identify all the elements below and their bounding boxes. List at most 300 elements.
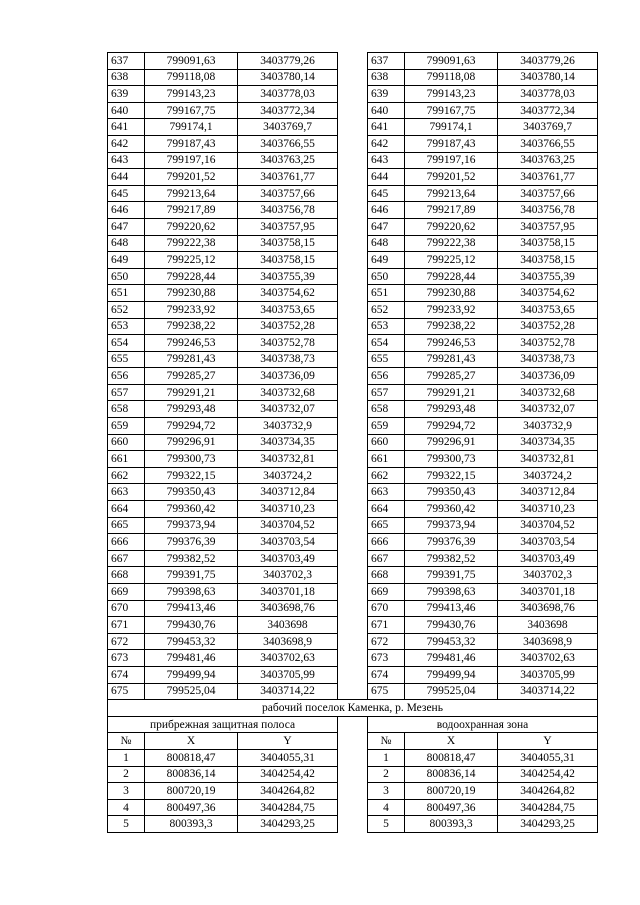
left-point-number: 2 [108,766,145,783]
right-x-value: 800393,3 [405,816,498,833]
table-row [108,584,598,601]
column-gap [338,69,368,86]
left-point-number: 668 [108,567,145,584]
left-x-value: 799187,43 [145,135,238,152]
left-header-y: Y [238,733,338,750]
left-y-value: 3403772,34 [238,102,338,119]
table-row [108,69,598,86]
column-gap [338,218,368,235]
section-header [108,700,598,750]
left-x-value: 799293,48 [145,401,238,418]
right-header-y: Y [498,733,598,750]
column-gap [338,666,368,683]
left-point-number: 642 [108,135,145,152]
column-gap [338,816,368,833]
left-y-value: 3404284,75 [238,799,338,816]
right-y-value: 3403732,81 [498,451,598,468]
right-point-number: 660 [368,434,405,451]
right-y-value: 3403705,99 [498,666,598,683]
table-row [108,368,598,385]
table-row [108,351,598,368]
right-point-number: 637 [368,53,405,70]
left-x-value: 799174,1 [145,119,238,136]
column-gap [338,301,368,318]
left-x-value: 799230,88 [145,285,238,302]
right-x-value: 799294,72 [405,418,498,435]
left-point-number: 645 [108,185,145,202]
left-y-value: 3403756,78 [238,202,338,219]
right-x-value: 799228,44 [405,268,498,285]
right-point-number: 644 [368,169,405,186]
left-point-number: 1 [108,749,145,766]
right-y-value: 3403758,15 [498,235,598,252]
column-gap [338,169,368,186]
right-x-value: 799213,64 [405,185,498,202]
left-y-value: 3403710,23 [238,501,338,518]
left-x-value: 799246,53 [145,335,238,352]
right-y-value: 3403778,03 [498,86,598,103]
right-point-number: 655 [368,351,405,368]
right-y-value: 3403757,66 [498,185,598,202]
left-x-value: 799091,63 [145,53,238,70]
table-row [108,600,598,617]
column-gap [338,351,368,368]
left-x-value: 799201,52 [145,169,238,186]
column-gap [338,716,368,733]
left-y-value: 3403757,66 [238,185,338,202]
table-row [108,749,598,766]
left-y-value: 3403769,7 [238,119,338,136]
right-y-value: 3403698,76 [498,600,598,617]
column-gap [338,86,368,103]
left-y-value: 3403757,95 [238,218,338,235]
left-x-value: 799360,42 [145,501,238,518]
left-y-value: 3403754,62 [238,285,338,302]
right-x-value: 799143,23 [405,86,498,103]
left-point-number: 666 [108,534,145,551]
left-point-number: 674 [108,666,145,683]
column-gap [338,235,368,252]
left-x-value: 799118,08 [145,69,238,86]
right-point-number: 663 [368,484,405,501]
left-y-value: 3403698,9 [238,633,338,650]
right-point-number: 669 [368,584,405,601]
left-y-value: 3403755,39 [238,268,338,285]
right-point-number: 656 [368,368,405,385]
right-x-value: 800497,36 [405,799,498,816]
left-point-number: 669 [108,584,145,601]
right-point-number: 5 [368,816,405,833]
left-y-value: 3403712,84 [238,484,338,501]
right-x-value: 799322,15 [405,467,498,484]
column-gap [338,650,368,667]
left-point-number: 658 [108,401,145,418]
left-point-number: 652 [108,301,145,318]
right-y-value: 3403702,63 [498,650,598,667]
column-gap [338,252,368,269]
left-y-value: 3404264,82 [238,783,338,800]
table-row [108,301,598,318]
right-y-value: 3403703,54 [498,534,598,551]
table-row [108,550,598,567]
right-x-value: 799360,42 [405,501,498,518]
column-gap [338,683,368,700]
left-x-value: 799391,75 [145,567,238,584]
left-x-value: 799300,73 [145,451,238,468]
left-point-number: 639 [108,86,145,103]
left-point-number: 4 [108,799,145,816]
right-header-x: X [405,733,498,750]
left-point-number: 650 [108,268,145,285]
left-x-value: 800720,19 [145,783,238,800]
main-rows [108,53,598,700]
table-row [108,53,598,70]
left-x-value: 799499,94 [145,666,238,683]
table-row [108,683,598,700]
right-x-value: 799296,91 [405,434,498,451]
coordinates-table [107,52,598,833]
column-gap [338,318,368,335]
left-y-value: 3403752,28 [238,318,338,335]
left-y-value: 3403778,03 [238,86,338,103]
column-gap [338,418,368,435]
right-point-number: 654 [368,335,405,352]
table-row [108,285,598,302]
right-y-value: 3403724,2 [498,467,598,484]
table-row [108,318,598,335]
left-y-value: 3403703,54 [238,534,338,551]
right-y-value: 3403710,23 [498,501,598,518]
right-y-value: 3403732,68 [498,384,598,401]
column-gap [338,53,368,70]
left-y-value: 3404055,31 [238,749,338,766]
left-x-value: 799217,89 [145,202,238,219]
left-x-value: 799525,04 [145,683,238,700]
table-row [108,816,598,833]
right-point-number: 664 [368,501,405,518]
right-point-number: 673 [368,650,405,667]
right-point-number: 640 [368,102,405,119]
right-y-value: 3404293,25 [498,816,598,833]
right-point-number: 645 [368,185,405,202]
right-x-value: 799350,43 [405,484,498,501]
left-point-number: 662 [108,467,145,484]
left-x-value: 800818,47 [145,749,238,766]
table-row [108,135,598,152]
left-x-value: 799376,39 [145,534,238,551]
left-x-value: 799213,64 [145,185,238,202]
left-y-value: 3404254,42 [238,766,338,783]
left-point-number: 661 [108,451,145,468]
right-y-value: 3403761,77 [498,169,598,186]
right-point-number: 675 [368,683,405,700]
column-gap [338,567,368,584]
left-point-number: 673 [108,650,145,667]
right-y-value: 3403702,3 [498,567,598,584]
right-x-value: 799300,73 [405,451,498,468]
right-x-value: 799225,12 [405,252,498,269]
right-point-number: 662 [368,467,405,484]
right-point-number: 1 [368,749,405,766]
right-x-value: 799118,08 [405,69,498,86]
right-y-value: 3403755,39 [498,268,598,285]
column-gap [338,268,368,285]
right-point-number: 639 [368,86,405,103]
right-x-value: 799453,32 [405,633,498,650]
column-gap [338,152,368,169]
right-point-number: 638 [368,69,405,86]
column-gap [338,766,368,783]
left-point-number: 663 [108,484,145,501]
column-gap [338,617,368,634]
column-gap [338,434,368,451]
left-point-number: 653 [108,318,145,335]
left-point-number: 638 [108,69,145,86]
right-y-value: 3404264,82 [498,783,598,800]
left-x-value: 799398,63 [145,584,238,601]
right-point-number: 674 [368,666,405,683]
left-point-number: 641 [108,119,145,136]
right-y-value: 3404055,31 [498,749,598,766]
left-y-value: 3403738,73 [238,351,338,368]
left-point-number: 637 [108,53,145,70]
left-y-value: 3403758,15 [238,235,338,252]
column-gap [338,285,368,302]
column-gap [338,384,368,401]
table-row [108,169,598,186]
table-row [108,666,598,683]
column-gap [338,484,368,501]
right-y-value: 3403779,26 [498,53,598,70]
table-row [108,567,598,584]
left-point-number: 649 [108,252,145,269]
section-rows [108,749,598,832]
left-y-value: 3403766,55 [238,135,338,152]
right-x-value: 799201,52 [405,169,498,186]
right-x-value: 799430,76 [405,617,498,634]
right-point-number: 2 [368,766,405,783]
coordinates-document [107,52,597,833]
left-point-number: 670 [108,600,145,617]
right-point-number: 672 [368,633,405,650]
right-y-value: 3403756,78 [498,202,598,219]
left-x-value: 799322,15 [145,467,238,484]
left-point-number: 665 [108,517,145,534]
left-x-value: 799453,32 [145,633,238,650]
table-row [108,467,598,484]
right-point-number: 642 [368,135,405,152]
right-point-number: 646 [368,202,405,219]
right-y-value: 3403732,07 [498,401,598,418]
table-row [108,384,598,401]
table-row [108,766,598,783]
left-x-value: 799291,21 [145,384,238,401]
right-y-value: 3403769,7 [498,119,598,136]
column-gap [338,733,368,750]
left-x-value: 800836,14 [145,766,238,783]
left-point-number: 672 [108,633,145,650]
left-y-value: 3403732,81 [238,451,338,468]
left-x-value: 799281,43 [145,351,238,368]
left-x-value: 800393,3 [145,816,238,833]
right-x-value: 799413,46 [405,600,498,617]
right-header-num: № [368,733,405,750]
right-point-number: 667 [368,550,405,567]
left-y-value: 3403780,14 [238,69,338,86]
left-x-value: 799238,22 [145,318,238,335]
right-y-value: 3404284,75 [498,799,598,816]
column-gap [338,534,368,551]
left-y-value: 3403701,18 [238,584,338,601]
table-row [108,252,598,269]
column-gap [338,119,368,136]
table-row [108,335,598,352]
table-row [108,783,598,800]
right-y-value: 3403753,65 [498,301,598,318]
right-point-number: 4 [368,799,405,816]
left-x-value: 800497,36 [145,799,238,816]
column-gap [338,401,368,418]
table-row [108,799,598,816]
right-point-number: 647 [368,218,405,235]
left-x-value: 799228,44 [145,268,238,285]
left-x-value: 799350,43 [145,484,238,501]
left-point-number: 671 [108,617,145,634]
left-point-number: 643 [108,152,145,169]
left-x-value: 799225,12 [145,252,238,269]
right-point-number: 668 [368,567,405,584]
left-x-value: 799143,23 [145,86,238,103]
table-row [108,119,598,136]
right-y-value: 3403703,49 [498,550,598,567]
table-row [108,152,598,169]
right-x-value: 799187,43 [405,135,498,152]
right-y-value: 3403772,34 [498,102,598,119]
right-point-number: 670 [368,600,405,617]
left-header-x: X [145,733,238,750]
right-point-number: 658 [368,401,405,418]
left-point-number: 648 [108,235,145,252]
right-x-value: 799291,21 [405,384,498,401]
right-y-value: 3403701,18 [498,584,598,601]
column-gap [338,335,368,352]
left-y-value: 3403702,3 [238,567,338,584]
left-y-value: 3403752,78 [238,335,338,352]
right-x-value: 799373,94 [405,517,498,534]
left-point-number: 664 [108,501,145,518]
right-x-value: 799167,75 [405,102,498,119]
right-x-value: 799481,46 [405,650,498,667]
table-row [108,501,598,518]
right-x-value: 799281,43 [405,351,498,368]
left-x-value: 799296,91 [145,434,238,451]
column-gap [338,517,368,534]
left-x-value: 799167,75 [145,102,238,119]
right-point-number: 643 [368,152,405,169]
right-x-value: 799230,88 [405,285,498,302]
right-y-value: 3404254,42 [498,766,598,783]
right-x-value: 799222,38 [405,235,498,252]
right-subtitle: водоохранная зона [368,716,598,733]
right-y-value: 3403780,14 [498,69,598,86]
left-y-value: 3403779,26 [238,53,338,70]
column-gap [338,202,368,219]
right-x-value: 799233,92 [405,301,498,318]
left-y-value: 3403698 [238,617,338,634]
left-y-value: 3403724,2 [238,467,338,484]
column-gap [338,135,368,152]
right-x-value: 799246,53 [405,335,498,352]
right-x-value: 799293,48 [405,401,498,418]
column-gap [338,749,368,766]
right-point-number: 659 [368,418,405,435]
right-point-number: 651 [368,285,405,302]
left-x-value: 799222,38 [145,235,238,252]
left-y-value: 3403702,63 [238,650,338,667]
column-gap [338,102,368,119]
right-y-value: 3403698,9 [498,633,598,650]
column-gap [338,185,368,202]
right-x-value: 799217,89 [405,202,498,219]
column-gap [338,600,368,617]
left-y-value: 3403704,52 [238,517,338,534]
left-y-value: 3403732,9 [238,418,338,435]
left-x-value: 799220,62 [145,218,238,235]
right-y-value: 3403763,25 [498,152,598,169]
left-point-number: 646 [108,202,145,219]
left-y-value: 3403698,76 [238,600,338,617]
table-row [108,185,598,202]
left-x-value: 799285,27 [145,368,238,385]
table-row [108,218,598,235]
column-gap [338,799,368,816]
left-point-number: 651 [108,285,145,302]
left-point-number: 3 [108,783,145,800]
left-y-value: 3403732,68 [238,384,338,401]
right-x-value: 799238,22 [405,318,498,335]
table-row [108,517,598,534]
right-point-number: 671 [368,617,405,634]
left-x-value: 799373,94 [145,517,238,534]
column-gap [338,550,368,567]
table-row [108,633,598,650]
right-x-value: 799091,63 [405,53,498,70]
right-x-value: 799174,1 [405,119,498,136]
table-row [108,617,598,634]
left-y-value: 3403705,99 [238,666,338,683]
table-row [108,650,598,667]
table-row [108,451,598,468]
right-point-number: 641 [368,119,405,136]
right-x-value: 799382,52 [405,550,498,567]
column-gap [338,368,368,385]
right-y-value: 3403698 [498,617,598,634]
right-y-value: 3403704,52 [498,517,598,534]
right-x-value: 800836,14 [405,766,498,783]
right-x-value: 799220,62 [405,218,498,235]
table-row [108,484,598,501]
right-x-value: 800720,19 [405,783,498,800]
right-point-number: 650 [368,268,405,285]
left-x-value: 799294,72 [145,418,238,435]
right-point-number: 657 [368,384,405,401]
right-x-value: 800818,47 [405,749,498,766]
left-point-number: 647 [108,218,145,235]
right-point-number: 3 [368,783,405,800]
column-gap [338,501,368,518]
right-point-number: 665 [368,517,405,534]
left-y-value: 3403758,15 [238,252,338,269]
